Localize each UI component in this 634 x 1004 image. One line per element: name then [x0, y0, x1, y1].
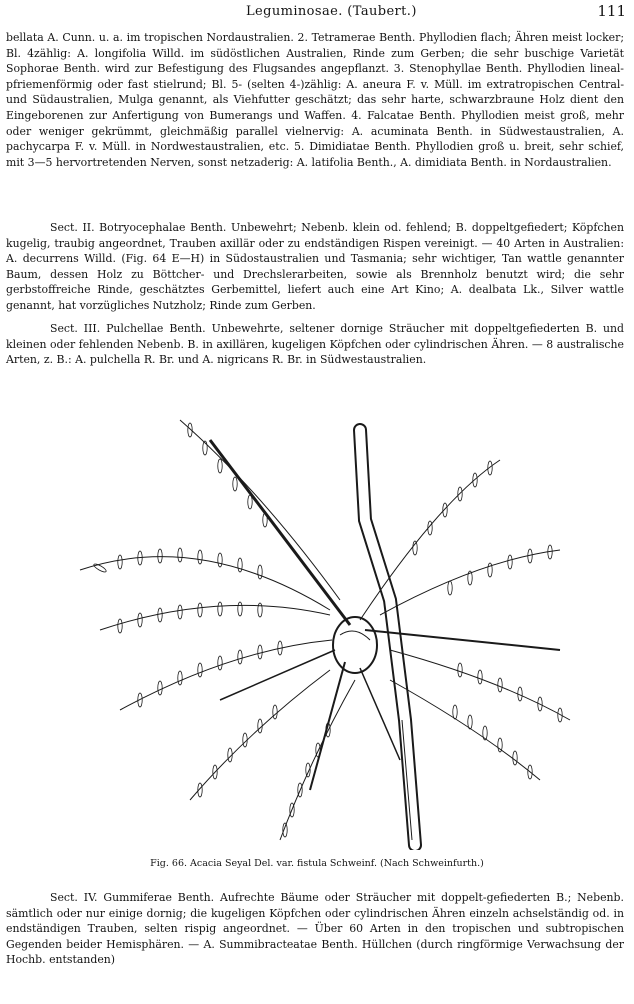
paragraph-text: Sect. III. Pulchellae Benth. Unbewehrte, seltener dornige Sträucher mit doppeltgefiederten B. und kleinen oder fehlenden Nebenb. B. in axillären, kugeligen Köpfchen oder cylindrischen Ähren. — 8 australische Arten, z. B.: A. pulchella R. Br. und A. nigricans R. Br. in Südwestaustralien. [6, 322, 624, 367]
running-head: Leguminosae. (Taubert.) [246, 4, 417, 19]
spine [220, 650, 335, 700]
page-number: 111 [597, 2, 626, 20]
paragraph-text: Sect. IV. Gummiferae Benth. Aufrechte Bäume oder Sträucher mit doppelt-gefiederten B.; Nebenb. sämtlich oder nur einige dornig; die kugeligen Köpfchen oder cylindrischen Ähren einzeln achselständig od. in endständigen Trauben, selten rispig angeordnet. — Über 60 Arten in den tropischen und subtropischen Gegenden beider Hemisphären. — A. Summibracteatae Benth. Hüllchen (durch ringförmige Verwachsung der Hochb. entstanden) [6, 891, 624, 967]
thorn-gall [333, 617, 377, 673]
leaf-rachises [80, 420, 570, 840]
plant-drawing [60, 400, 580, 850]
paragraph-sect-ii [6, 220, 624, 314]
page-header [0, 2, 634, 26]
paragraph-text: bellata A. Cunn. u. a. im tropischen Nordaustralien. 2. Tetramerae Benth. Phyllodien flach; Ähren meist locker; Bl. 4zählig: A. longifolia Willd. im südöstlichen Australien, Rinde zum Gerben; die sehr buschige Varietät Sophorae Benth. wird zur Befestigung des Flugsandes angepflanzt. 3. Stenophyllae Benth. Phyllodien lineal-pfriemenförmig oder fast stielrund; Bl. 5- (selten 4-)zählig: A. aneura F. v. Müll. im extratropischen Central- und Südaustralien, Mulga genannt, als Viehfutter geschätzt; das sehr harte, schwarzbraune Holz dient den Eingeborenen zur Anfertigung von Bumerangs und Waffen. 4. Falcatae Benth. Phyllodien meist groß, mehr oder weniger gekrümmt, gleichmäßig parallel vielnervig: A. acuminata Benth. in Südwestaustralien, A. pachycarpa F. v. Müll. in Nordwestaustralien, etc. 5. Dimidiatae Benth. Phyllodien groß u. breit, sehr schief, mit 3—5 hervortretenden Nerven, sonst netzaderig: A. latifolia Benth., A. dimidiata Benth. in Nordaustralien. [6, 31, 624, 169]
paragraph-tetramerae-section [6, 30, 624, 170]
spine [210, 440, 350, 625]
acacia-seyal-illustration [60, 400, 580, 850]
paragraph-sect-iv [6, 890, 624, 968]
paragraph-sect-iii [6, 321, 624, 368]
leaflets [93, 423, 562, 837]
figure-caption: Fig. 66. Acacia Seyal Del. var. fistula Schweinf. (Nach Schweinfurth.) [150, 858, 484, 869]
paragraph-text: Sect. II. Botryocephalae Benth. Unbewehrt; Nebenb. klein od. fehlend; B. doppeltgefiedert; Köpfchen kugelig, traubig angeordnet, Trauben axillär oder zu endständigen Rispen vereinigt. — 40 Arten in Australien: A. decurrens Willd. (Fig. 64 E—H) in Südostaustralien und Tasmania; sehr wichtiger, Tan wattle genannter Baum, dessen Holz zu Böttcher- und Drechslerarbeiten, sowie als Brennholz benutzt wird; die sehr gerbstoffreiche Rinde, geschätztes Gerbemittel, liefert auch eine Art Kino; A. dealbata Lk., Silver wattle genannt, hat vorzügliches Nutzholz; Rinde zum Gerben. [6, 221, 624, 312]
